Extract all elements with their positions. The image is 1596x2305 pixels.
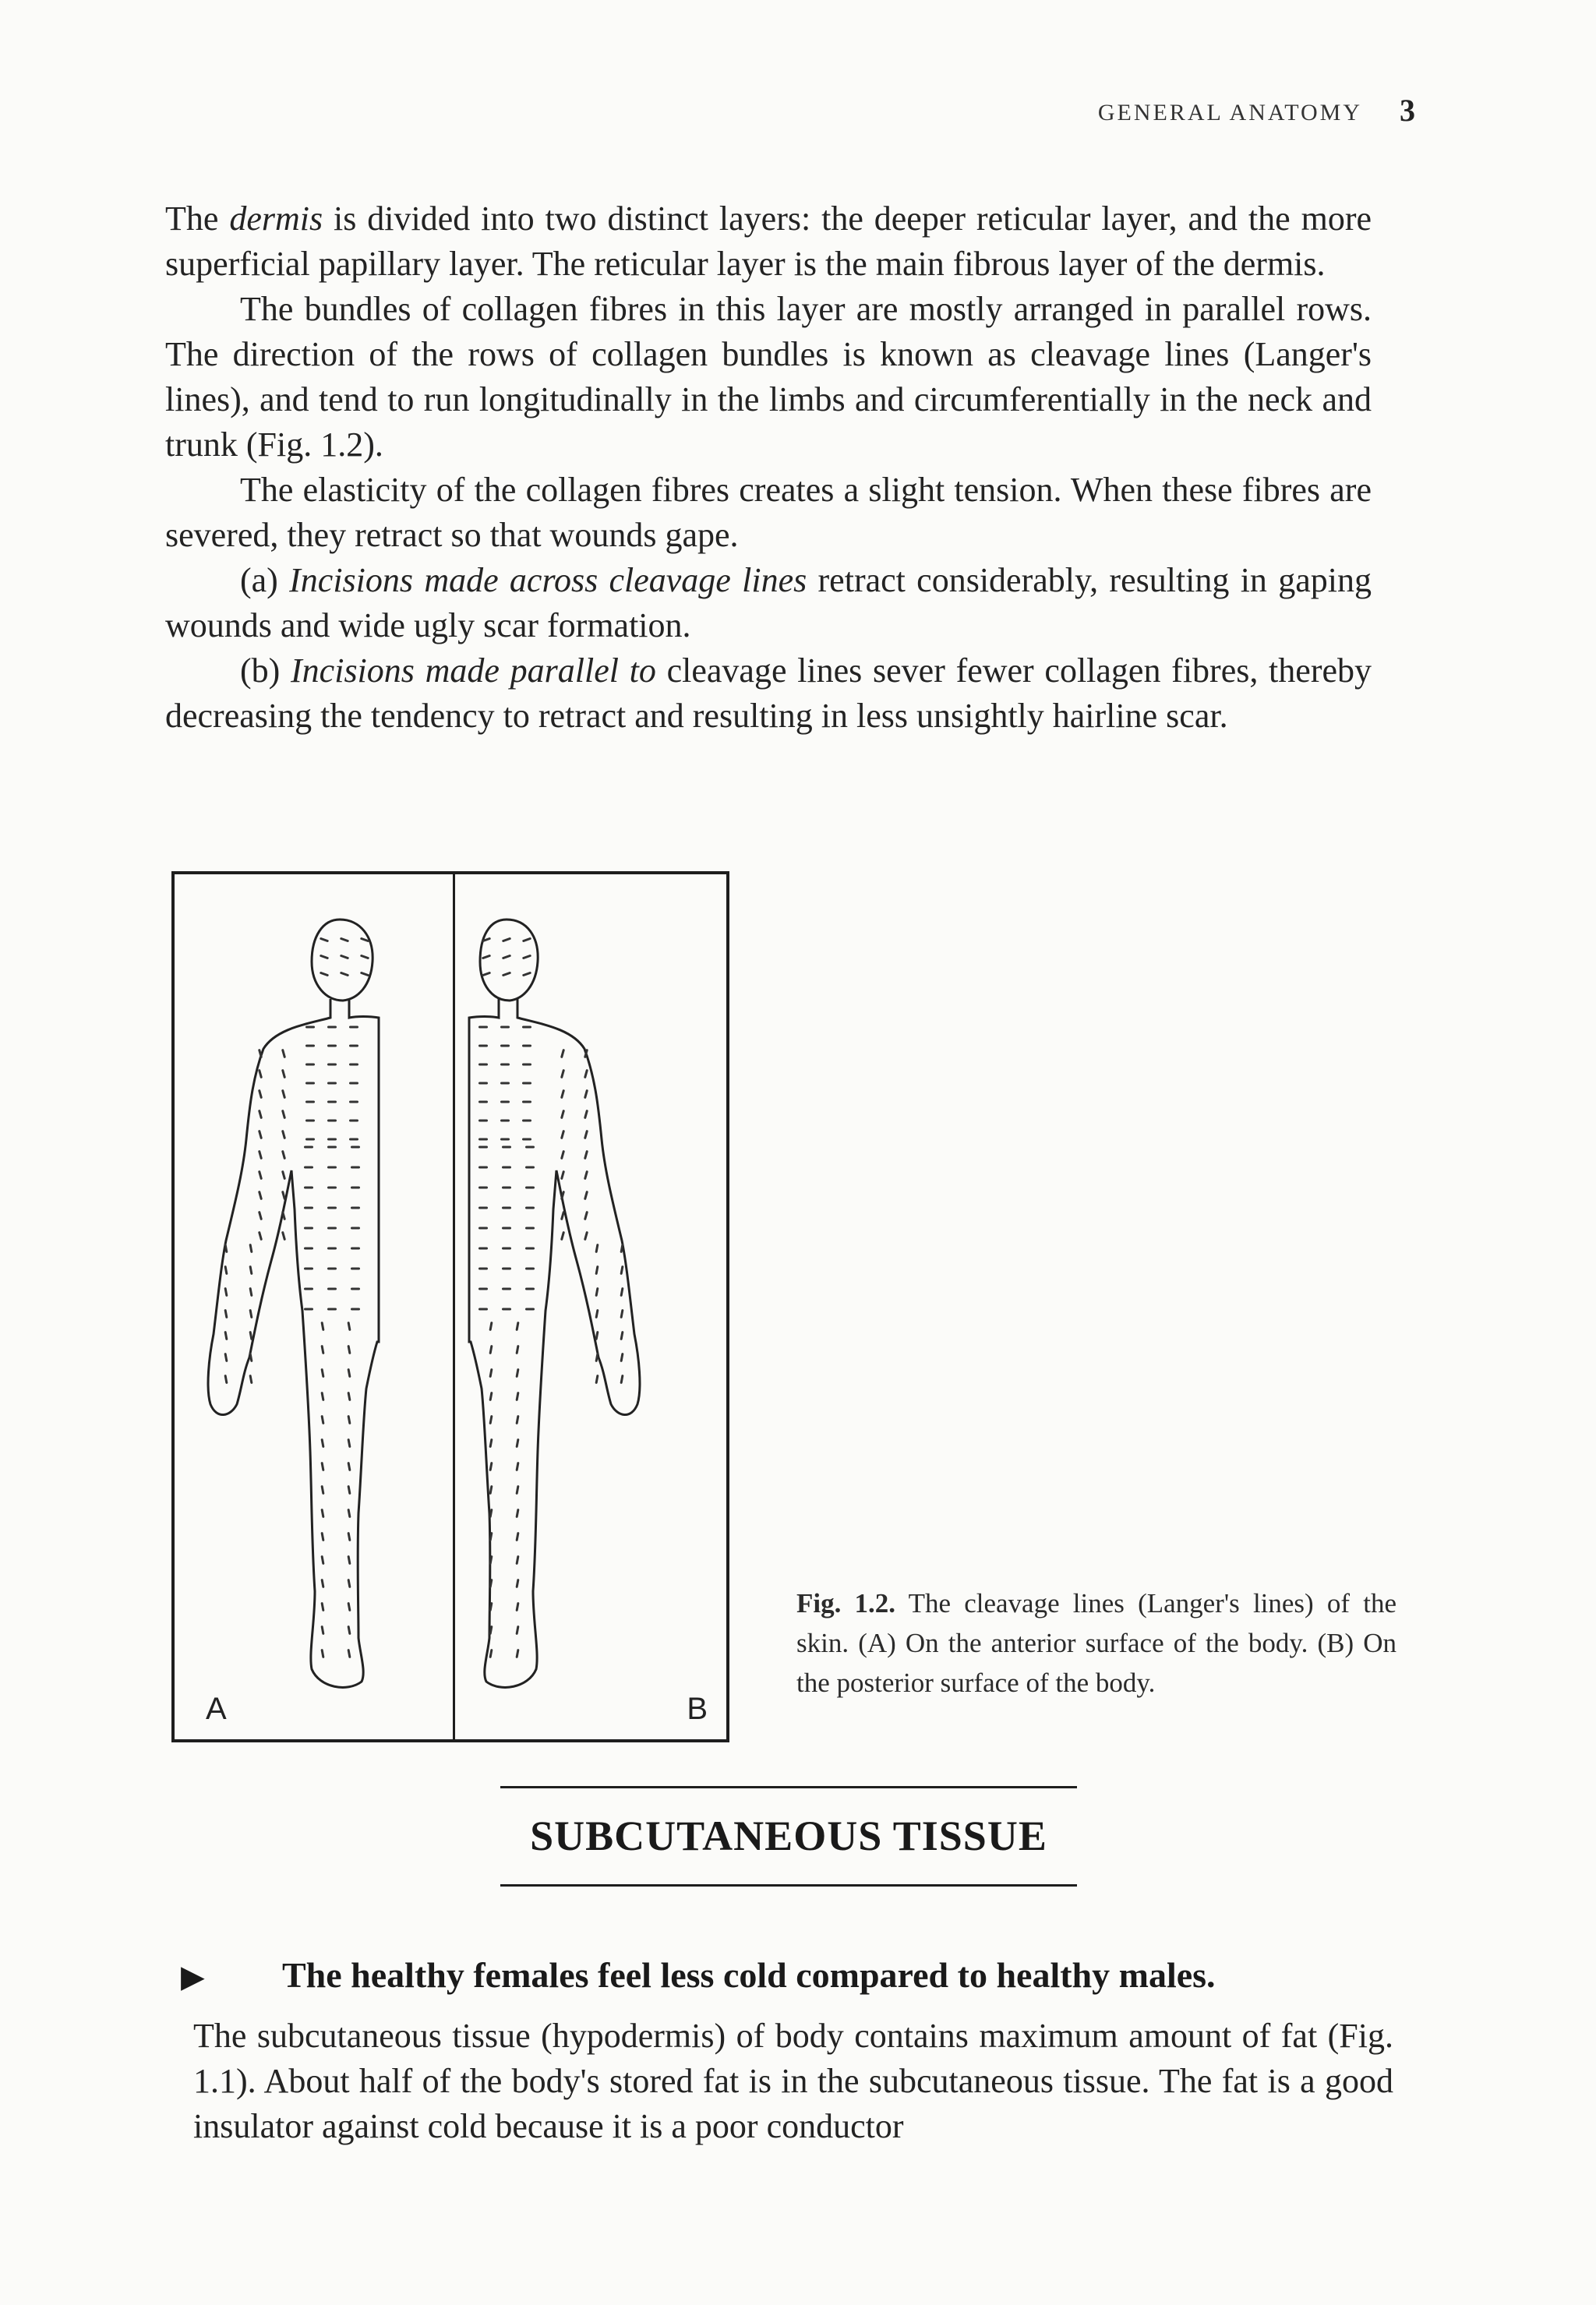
cleavage-dash [322,1580,323,1587]
cleavage-dash [225,1376,227,1383]
cleavage-dash [322,1510,323,1517]
cleavage-dash [490,1370,492,1377]
cleavage-dash [517,1650,518,1657]
cleavage-dash [490,1417,492,1424]
cleavage-dash [348,1604,350,1611]
cleavage-dash [225,1289,227,1296]
cleavage-dash [322,1650,323,1657]
cleavage-dash [490,1440,492,1447]
cleavage-dash [585,1111,587,1118]
cleavage-dash [260,1192,261,1199]
cleavage-dash [283,1131,284,1138]
cleavage-dash [322,1347,323,1354]
cleavage-dash [517,1440,518,1447]
cleavage-dash [348,1510,350,1517]
cleavage-dash [250,1289,252,1296]
page-number: 3 [1400,93,1415,128]
key-point [181,1954,1396,1996]
figure-caption [796,1583,1396,1703]
cleavage-dash [322,1627,323,1634]
cleavage-dash [260,1111,261,1118]
cleavage-dash [321,956,327,958]
cleavage-dash [250,1245,252,1252]
cleavage-dash [348,1557,350,1564]
paragraph-elasticity: The elasticity of the collagen fibres creates a slight tension. When these fibres are severed, they retract so that wounds gape. [165,471,1372,554]
cleavage-dash [517,1370,518,1377]
cleavage-dash [490,1627,492,1634]
cleavage-dash [490,1650,492,1657]
cleavage-dash [490,1347,492,1354]
cleavage-dash [283,1071,284,1078]
cleavage-dash [483,973,489,976]
cleavage-dash [341,973,348,976]
cleavage-dash [621,1311,623,1318]
cleavage-dash [621,1245,623,1252]
cleavage-dash [585,1071,587,1078]
cleavage-dash [322,1393,323,1400]
cleavage-dash [225,1267,227,1274]
section-rule-top [500,1786,1077,1788]
figure-label-a: A [206,1692,227,1726]
cleavage-dash [490,1557,492,1564]
cleavage-dash [562,1213,563,1220]
cleavage-dash [321,973,327,976]
cleavage-dash [348,1463,350,1470]
cleavage-dash [341,939,348,941]
cleavage-dash [490,1487,492,1494]
cleavage-dash [517,1323,518,1330]
body-diagram [175,874,726,1739]
cleavage-dash [321,939,327,941]
cleavage-dash [362,956,368,958]
cleavage-dash [562,1131,563,1138]
cleavage-dash [322,1417,323,1424]
cleavage-dash [490,1393,492,1400]
key-point-text: The healthy females feel less cold compared to healthy males. [282,1955,1216,1995]
cleavage-dash [283,1091,284,1098]
cleavage-dash [260,1152,261,1159]
cleavage-dash [362,939,368,941]
cleavage-dash [225,1311,227,1318]
cleavage-dash [260,1131,261,1138]
cleavage-dash [490,1510,492,1517]
cleavage-dash [283,1152,284,1159]
cleavage-dash [562,1071,563,1078]
cleavage-dash [348,1627,350,1634]
cleavage-dash [621,1267,623,1274]
cleavage-dash [585,1172,587,1179]
cleavage-dash [483,956,489,958]
paragraph-dermis [165,196,1372,287]
cleavage-dash [260,1233,261,1240]
cleavage-dash [283,1172,284,1179]
cleavage-dash [260,1172,261,1179]
figure-label-b: B [687,1692,708,1726]
paragraph-text: The [165,199,230,238]
cleavage-dash [348,1534,350,1541]
cleavage-dash [348,1580,350,1587]
cleavage-dash [517,1393,518,1400]
list-marker: (a) [240,561,290,599]
cleavage-dash [585,1152,587,1159]
posterior-body-figure [469,920,640,1687]
cleavage-dash [517,1417,518,1424]
cleavage-dash [322,1440,323,1447]
cleavage-dash [517,1510,518,1517]
cleavage-dash [260,1071,261,1078]
paragraph-text: is divided into two distinct layers: the deeper reticular layer, and the more superficial papillary layer. The reticular layer is the main fibrous layer of the dermis. [165,199,1372,283]
cleavage-dash [562,1111,563,1118]
cleavage-dash [596,1267,598,1274]
cleavage-dash [250,1376,252,1383]
anterior-body-figure [208,920,379,1687]
figure-number: Fig. 1.2. [796,1588,896,1618]
figure-cleavage-lines [171,871,729,1742]
cleavage-dash [490,1323,492,1330]
cleavage-dash [621,1354,623,1361]
paragraph-text: cleavage lines sever fewer collagen fibres, thereby decreasing the tendency to retract and resulting in less unsightly hairline scar. [165,651,1372,735]
cleavage-dash [585,1233,587,1240]
cleavage-dash [348,1650,350,1657]
cleavage-dash [322,1370,323,1377]
cleavage-dash [596,1311,598,1318]
cleavage-dash [490,1580,492,1587]
cleavage-dash [283,1111,284,1118]
cleavage-dash [225,1333,227,1340]
cleavage-dash [283,1233,284,1240]
cleavage-dash [225,1245,227,1252]
cleavage-dash [250,1354,252,1361]
cleavage-dash [348,1370,350,1377]
cleavage-dash [283,1050,284,1057]
cleavage-dash [596,1354,598,1361]
cleavage-dash [503,956,510,958]
list-marker: (b) [240,651,291,690]
cleavage-dash [322,1323,323,1330]
cleavage-dash [490,1604,492,1611]
cleavage-dash [585,1192,587,1199]
cleavage-dash [225,1354,227,1361]
cleavage-dash [596,1376,598,1383]
cleavage-dash [585,1213,587,1220]
cleavage-dash [322,1463,323,1470]
term-incision-parallel: Incisions made parallel to [291,651,656,690]
cleavage-dash [517,1580,518,1587]
cleavage-dash [585,1091,587,1098]
paragraph-incision-parallel [165,648,1372,739]
cleavage-dash [322,1557,323,1564]
cleavage-dash [250,1267,252,1274]
cleavage-dash [517,1627,518,1634]
cleavage-dash [585,1131,587,1138]
cleavage-dash [596,1289,598,1296]
cleavage-dash [517,1604,518,1611]
cleavage-dash [524,956,530,958]
cleavage-dash [621,1333,623,1340]
cleavage-dash [562,1152,563,1159]
paragraph-text: retract considerably, resulting in gaping wounds and wide ugly scar formation. [165,561,1372,644]
cleavage-dash [348,1393,350,1400]
cleavage-dash [348,1440,350,1447]
subcutaneous-text [193,2014,1393,2149]
cleavage-dash [490,1534,492,1541]
cleavage-line-dashes [225,939,623,1657]
cleavage-dash [250,1311,252,1318]
running-head: GENERAL ANATOMY [1097,100,1362,125]
cleavage-dash [490,1463,492,1470]
cleavage-dash [260,1050,261,1057]
cleavage-dash [322,1534,323,1541]
cleavage-dash [517,1487,518,1494]
paragraph-subcutaneous: The subcutaneous tissue (hypodermis) of body contains maximum amount of fat (Fig. 1.1). About half of the body's stored fat is in the subcutaneous tissue. The fat is a good insulator against cold because it is a poor conductor [193,2017,1393,2145]
cleavage-dash [517,1463,518,1470]
cleavage-dash [260,1091,261,1098]
cleavage-dash [524,939,530,941]
term-dermis: dermis [229,199,323,238]
cleavage-dash [283,1192,284,1199]
cleavage-dash [517,1347,518,1354]
cleavage-dash [517,1557,518,1564]
section-title: SUBCUTANEOUS TISSUE [530,1813,1047,1859]
section-rule-bottom [500,1884,1077,1887]
cleavage-dash [596,1333,598,1340]
cleavage-dash [348,1323,350,1330]
cleavage-dash [362,973,368,976]
cleavage-dash [341,956,348,958]
body-text [165,196,1372,739]
arrow-icon: ▶ [181,1959,205,1994]
cleavage-dash [517,1534,518,1541]
cleavage-dash [562,1233,563,1240]
cleavage-dash [260,1213,261,1220]
cleavage-dash [524,973,530,976]
cleavage-dash [562,1172,563,1179]
cleavage-dash [621,1376,623,1383]
cleavage-dash [562,1050,563,1057]
cleavage-dash [503,973,510,976]
cleavage-dash [348,1347,350,1354]
caption-text: The cleavage lines (Langer's lines) of the skin. (A) On the anterior surface of the body. (B) On the posterior surface of the body. [796,1588,1396,1698]
cleavage-dash [621,1289,623,1296]
cleavage-dash [562,1091,563,1098]
paragraph-incision-across [165,558,1372,648]
cleavage-dash [322,1604,323,1611]
cleavage-dash [348,1417,350,1424]
cleavage-dash [348,1487,350,1494]
cleavage-dash [283,1213,284,1220]
cleavage-dash [596,1245,598,1252]
term-incision-across: Incisions made across cleavage lines [289,561,807,599]
cleavage-dash [503,939,510,941]
cleavage-dash [250,1333,252,1340]
cleavage-dash [322,1487,323,1494]
paragraph-collagen: The bundles of collagen fibres in this layer are mostly arranged in parallel rows. The direction of the rows of collagen bundles is known as cleavage lines (Langer's lines), and tend to run longitudinally in the limbs and circumferentially in the neck and trunk (Fig. 1.2). [165,290,1372,464]
